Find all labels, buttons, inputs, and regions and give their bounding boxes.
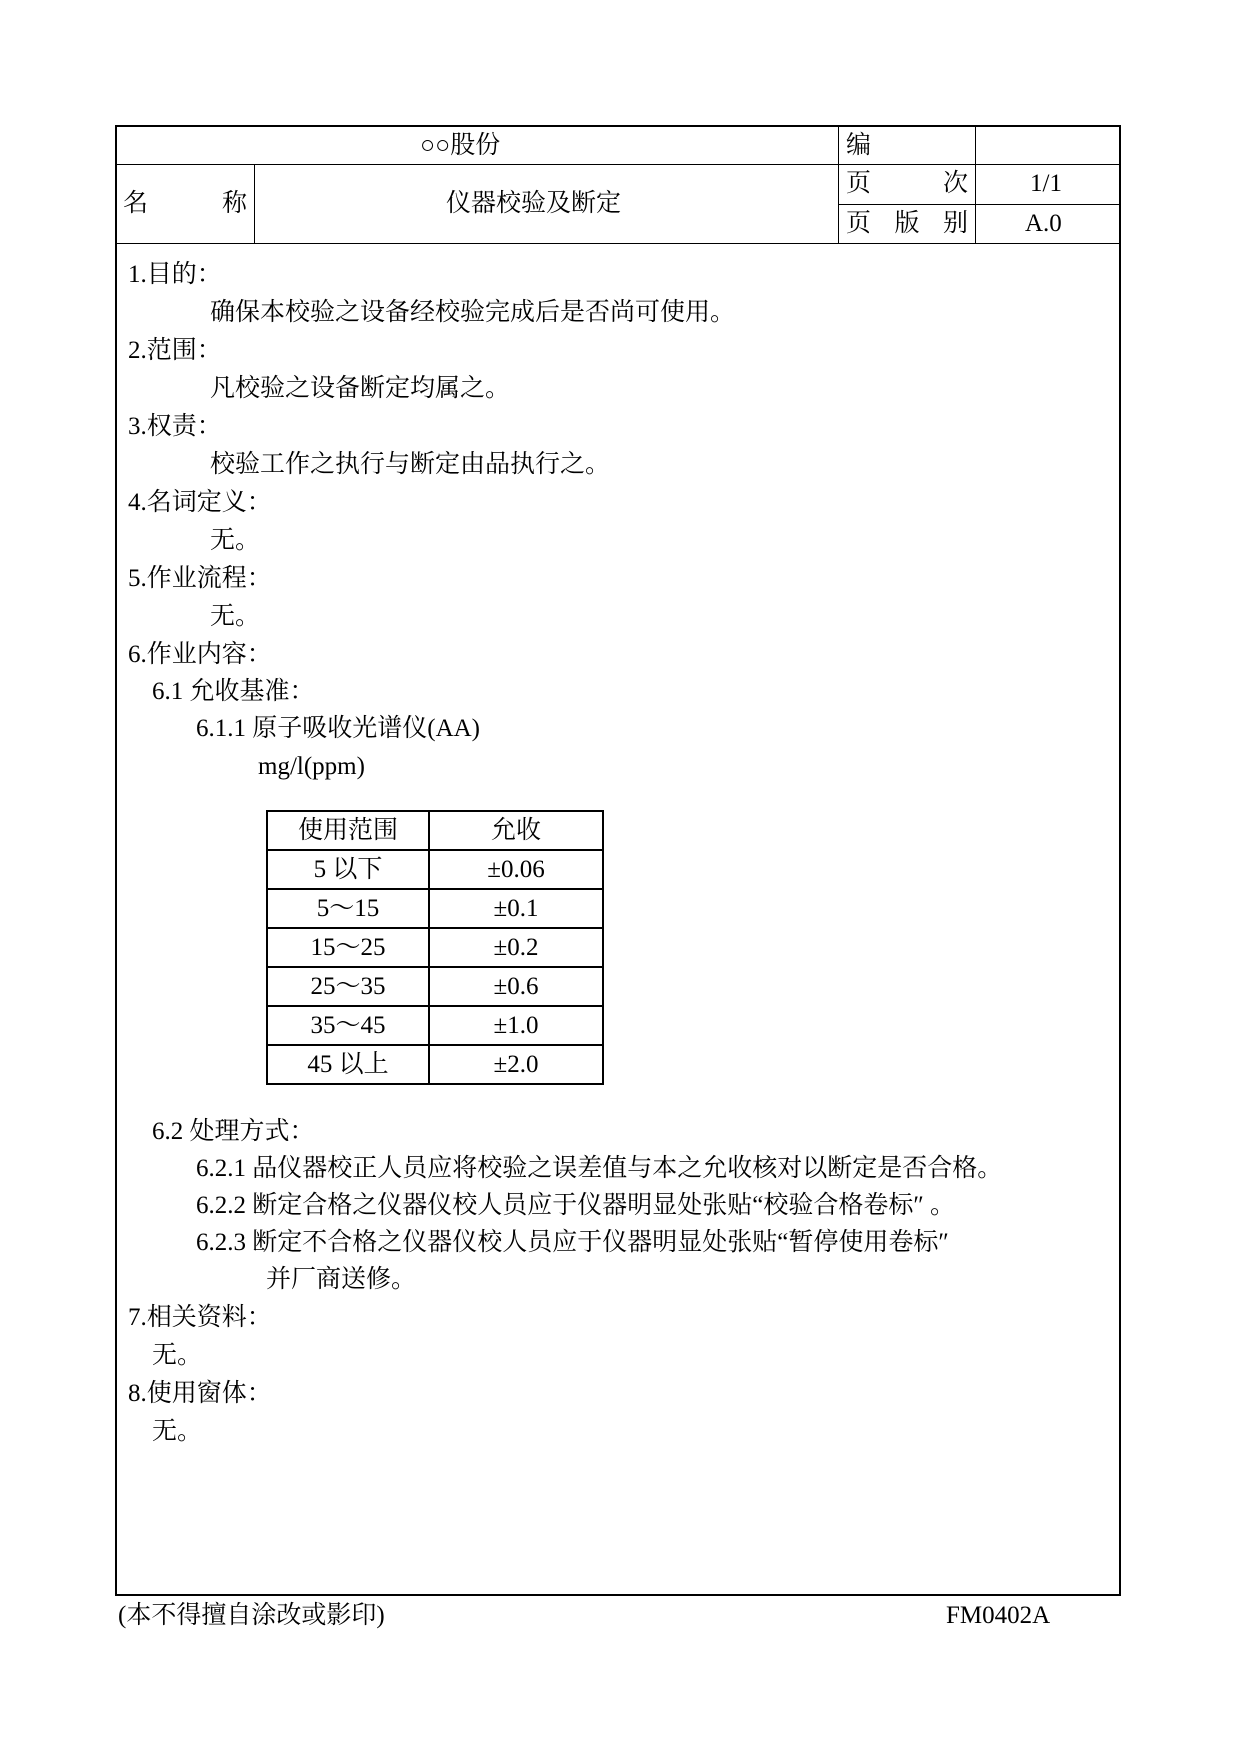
section-6-2-1: 6.2.1 品仪器校正人员应将校验之误差值与本之允收核对以断定是否合格。	[196, 1155, 1003, 1182]
table-cell-range: 45 以上	[267, 1045, 429, 1084]
table-header-row	[267, 811, 603, 850]
table-row	[267, 850, 603, 889]
doc-code-label: 编	[846, 132, 872, 159]
version-label-char-1: 页	[846, 210, 872, 237]
section-5-text: 无。	[210, 603, 261, 630]
table-cell-allowance: ±0.06	[429, 850, 603, 889]
section-7-text: 无。	[152, 1342, 203, 1369]
table-cell-allowance: ±2.0	[429, 1045, 603, 1084]
name-label-char-2: 称	[221, 190, 247, 217]
table-cell-range: 15～25	[267, 928, 429, 967]
section-1-text: 确保本校验之设备经校验完成后是否尚可使用。	[210, 299, 736, 326]
section-5-title: 5.作业流程：	[128, 565, 272, 592]
section-6-title: 6.作业内容：	[128, 641, 272, 668]
section-6-1-1-unit: mg/l(ppm)	[258, 753, 365, 780]
page-value: 1/1	[1030, 170, 1062, 197]
name-label	[123, 186, 247, 222]
section-6-2-title: 6.2 处理方式：	[152, 1118, 315, 1145]
company-name: ○○股份	[420, 132, 501, 159]
version-value: A.0	[1025, 210, 1062, 237]
table-row	[267, 967, 603, 1006]
table-cell-range: 25～35	[267, 967, 429, 1006]
section-6-2-3-continuation: 并厂商送修。	[266, 1266, 417, 1293]
section-8-text: 无。	[152, 1418, 203, 1445]
header-vline-name	[254, 164, 255, 243]
section-2-text: 凡校验之设备断定均属之。	[210, 375, 511, 402]
section-6-1-title: 6.1 允收基准：	[152, 678, 315, 705]
header-vline-title	[838, 125, 839, 243]
section-2-title: 2.范围：	[128, 337, 222, 364]
table-header-allowance: 允收	[429, 811, 603, 850]
section-4-text: 无。	[210, 527, 261, 554]
page-label	[846, 166, 968, 202]
version-label	[846, 206, 968, 242]
table-cell-allowance: ±0.2	[429, 928, 603, 967]
section-6-2-2: 6.2.2 断定合格之仪器仪校人员应于仪器明显处张贴“校验合格卷标″ 。	[196, 1192, 956, 1219]
header-divider-1	[115, 164, 1121, 165]
page-label-char-2: 次	[942, 170, 968, 197]
table-row	[267, 1006, 603, 1045]
table-cell-range: 35～45	[267, 1006, 429, 1045]
header-divider-bottom	[115, 243, 1121, 244]
name-label-char-1: 名	[123, 190, 149, 217]
table-row	[267, 1045, 603, 1084]
section-6-2-3: 6.2.3 断定不合格之仪器仪校人员应于仪器明显处张贴“暂停使用卷标″	[196, 1229, 949, 1256]
table-row	[267, 928, 603, 967]
version-label-char-3: 别	[942, 210, 968, 237]
table-row	[267, 889, 603, 928]
table-cell-allowance: ±0.1	[429, 889, 603, 928]
header-vline-value	[975, 125, 976, 243]
table-header-range: 使用范围	[267, 811, 429, 850]
header-divider-right	[838, 204, 1121, 205]
allowance-table	[266, 810, 604, 1085]
section-8-title: 8.使用窗体：	[128, 1380, 272, 1407]
page-label-char-1: 页	[846, 170, 872, 197]
table-cell-range: 5～15	[267, 889, 429, 928]
section-6-1-1-title: 6.1.1 原子吸收光谱仪(AA)	[196, 715, 481, 742]
section-7-title: 7.相关资料：	[128, 1304, 272, 1331]
table-cell-allowance: ±1.0	[429, 1006, 603, 1045]
doc-title: 仪器校验及断定	[446, 190, 622, 217]
footer-notice: (本不得擅自涂改或影印)	[118, 1602, 385, 1629]
section-3-title: 3.权责：	[128, 413, 222, 440]
version-label-char-2: 版	[894, 210, 920, 237]
section-3-text: 校验工作之执行与断定由品执行之。	[210, 451, 611, 478]
table-cell-range: 5 以下	[267, 850, 429, 889]
table-cell-allowance: ±0.6	[429, 967, 603, 1006]
section-4-title: 4.名词定义：	[128, 489, 272, 516]
form-code: FM0402A	[946, 1602, 1051, 1629]
section-1-title: 1.目的：	[128, 261, 222, 288]
